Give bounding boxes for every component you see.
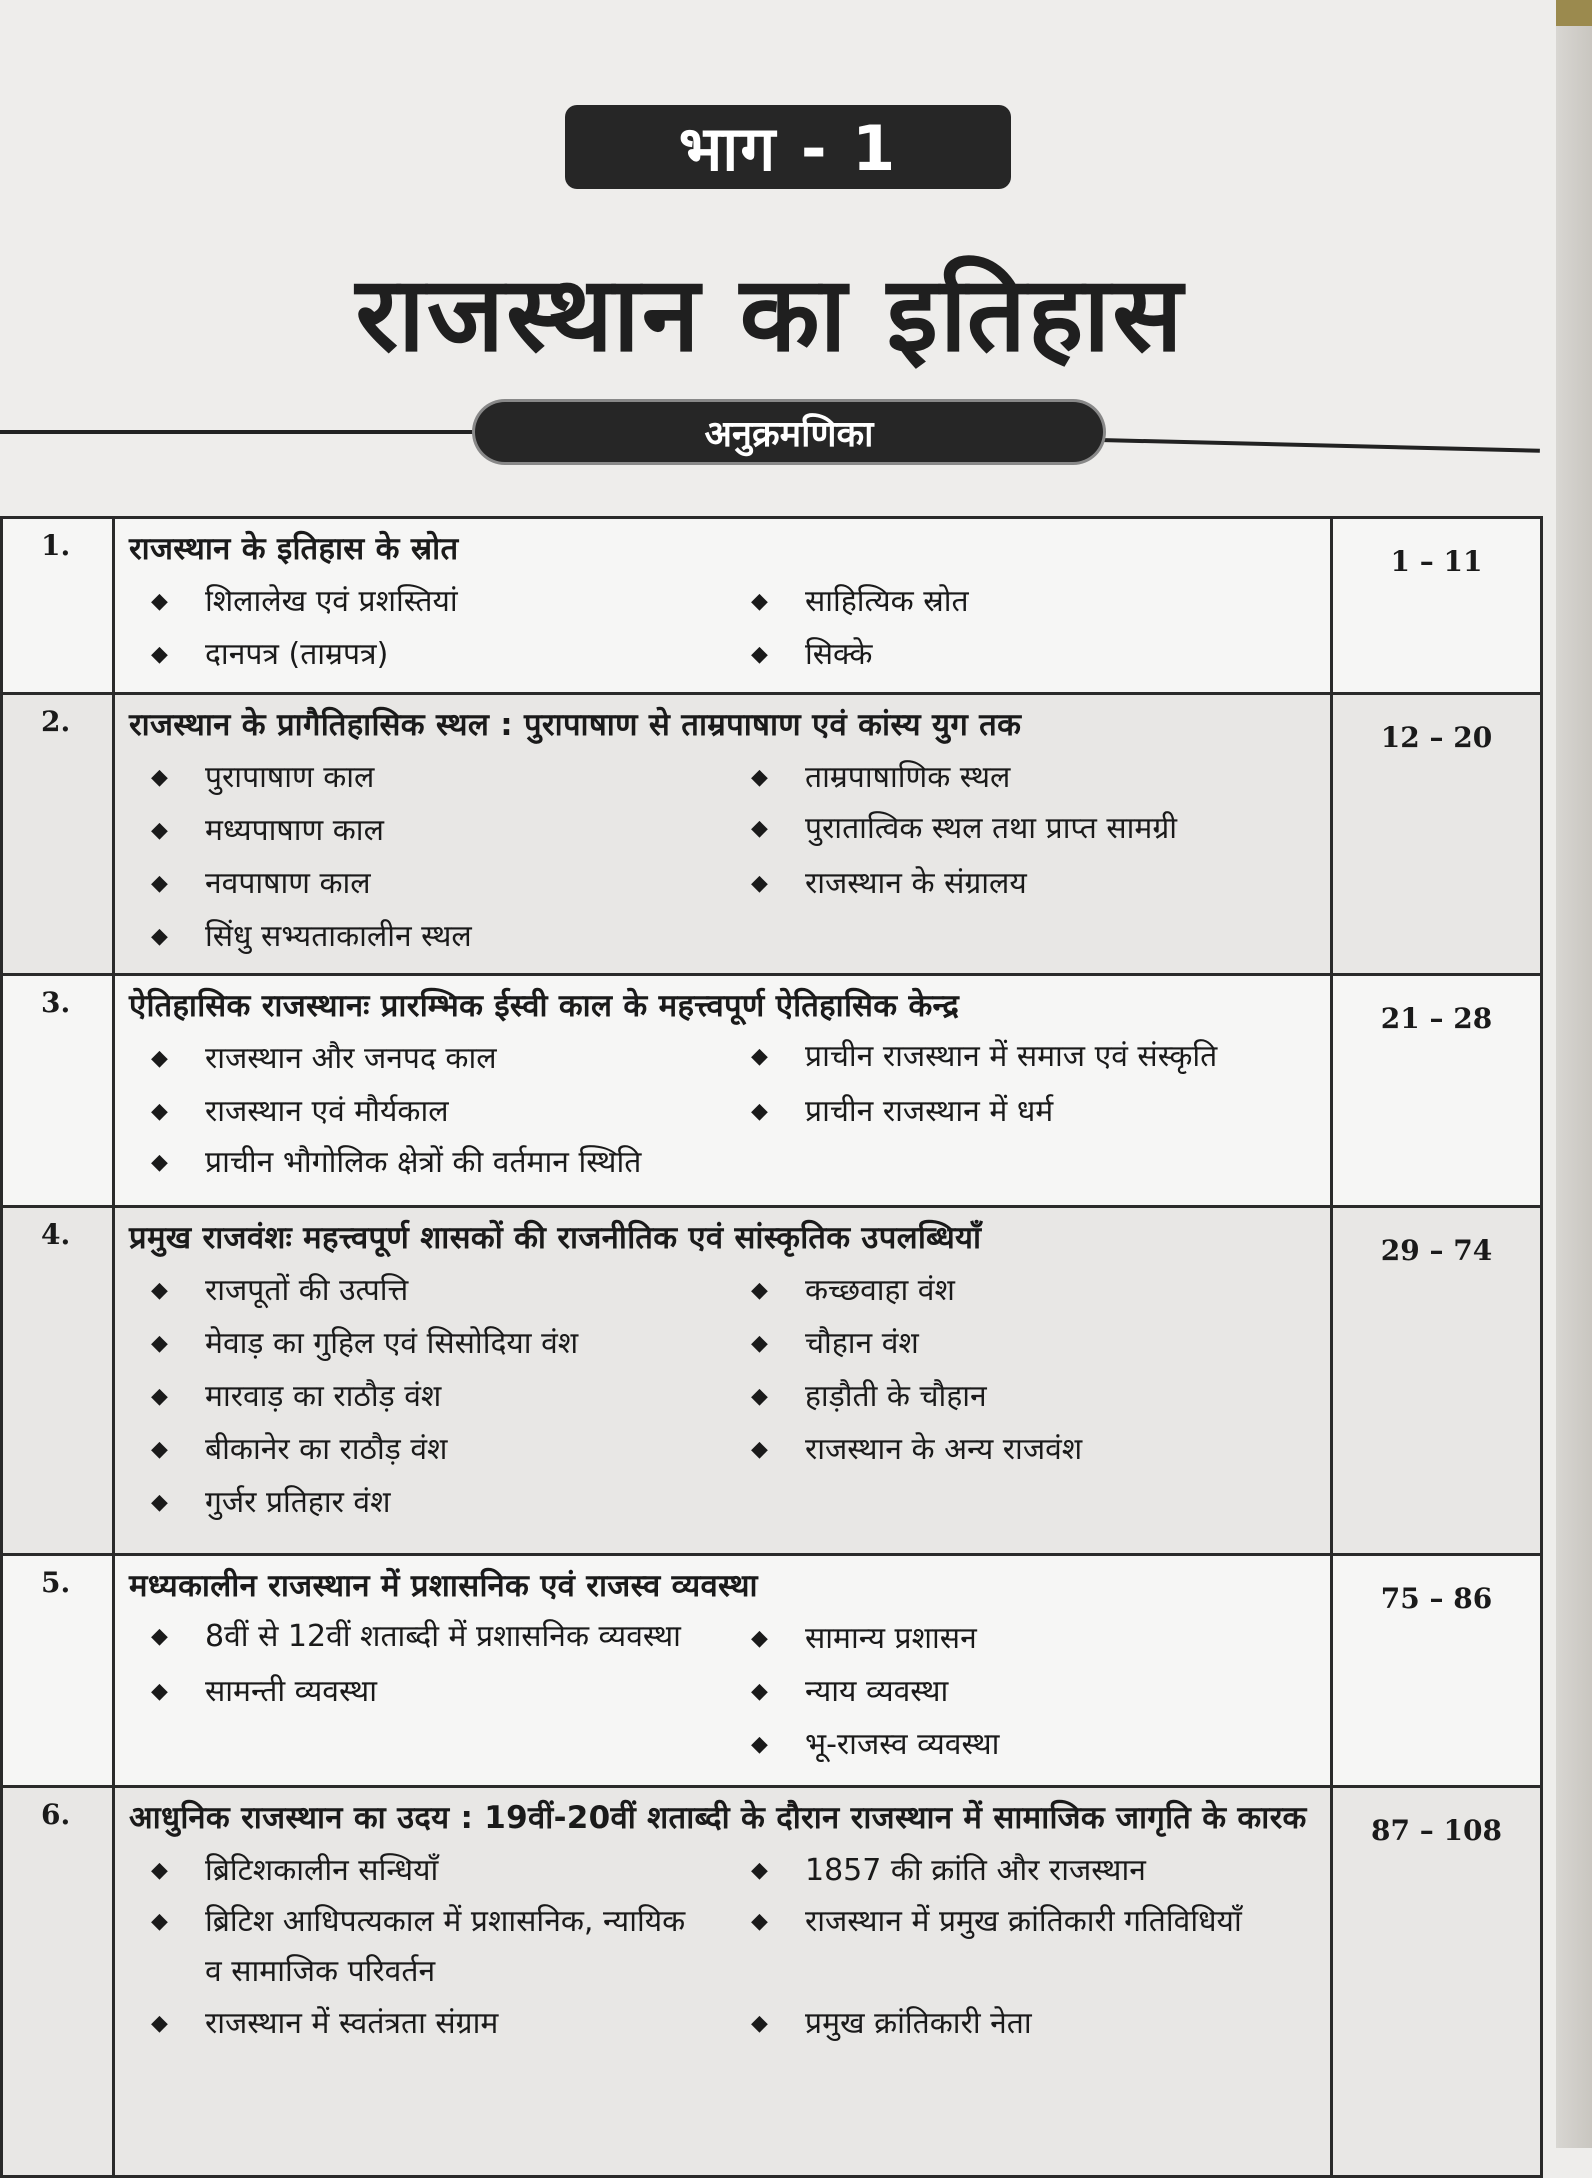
topic-label: दानपत्र (ताम्रपत्र) [205, 637, 389, 672]
topic-label: शिलालेख एवं प्रशस्तियां [205, 584, 458, 619]
topic-item [129, 1370, 729, 1423]
divider-right [1100, 438, 1540, 453]
empty-slot [729, 910, 1329, 963]
chapter-title: राजस्थान के इतिहास के स्रोत [129, 531, 459, 567]
diamond-bullet-icon: ◆ [751, 1099, 768, 1124]
topic-label: कच्छवाहा वंश [805, 1273, 955, 1308]
topic-label: मध्यपाषाण काल [205, 813, 384, 848]
diamond-bullet-icon: ◆ [151, 2011, 168, 2036]
topic-item [729, 1897, 1329, 1997]
topic-label: साहित्यिक स्रोत [805, 584, 969, 619]
diamond-bullet-icon: ◆ [151, 871, 168, 896]
topic-item [729, 1612, 1329, 1665]
chapter-row [2, 1555, 1542, 1787]
part-badge: भाग - 1 [565, 105, 1011, 189]
topic-item [729, 804, 1329, 857]
topic-label: राजपूतों की उत्पत्ति [205, 1273, 409, 1308]
topic-label: ब्रिटिशकालीन सन्धियाँ [205, 1853, 439, 1888]
topic-label: मेवाड़ का गुहिल एवं सिसोदिया वंश [205, 1326, 579, 1361]
diamond-bullet-icon: ◆ [151, 818, 168, 843]
chapter-content [114, 1207, 1332, 1555]
diamond-bullet-icon: ◆ [151, 924, 168, 949]
topic-item [729, 1423, 1329, 1476]
empty-slot [129, 1718, 729, 1771]
chapter-title: राजस्थान के प्रागैतिहासिक स्थल : पुरापाषाण से ताम्रपाषाण एवं कांस्य युग तक [129, 707, 1022, 743]
topic-item [129, 1897, 729, 1997]
diamond-bullet-icon: ◆ [151, 1437, 168, 1462]
topic-label: प्राचीन राजस्थान में धर्म [805, 1094, 1054, 1129]
topic-item [129, 1264, 729, 1317]
diamond-bullet-icon: ◆ [751, 765, 768, 790]
topic-item [729, 1317, 1329, 1370]
page-range: 21 – 28 [1332, 975, 1542, 1207]
topic-item [129, 1476, 729, 1529]
topic-item [129, 1844, 729, 1897]
diamond-bullet-icon: ◆ [751, 1044, 768, 1069]
chapter-content [114, 1555, 1332, 1787]
chapter-row [2, 975, 1542, 1207]
topic-item [129, 751, 729, 804]
topic-label: चौहान वंश [805, 1326, 919, 1361]
chapter-content [114, 1787, 1332, 2177]
diamond-bullet-icon: ◆ [751, 589, 768, 614]
chapter-row [2, 1207, 1542, 1555]
topic-label: राजस्थान में स्वतंत्रता संग्राम [205, 2006, 499, 2041]
diamond-bullet-icon: ◆ [151, 1331, 168, 1356]
corner-mark [1556, 0, 1592, 26]
diamond-bullet-icon: ◆ [751, 1858, 768, 1883]
topic-label: भू-राजस्व व्यवस्था [805, 1727, 1000, 1762]
diamond-bullet-icon: ◆ [751, 1331, 768, 1356]
chapter-row [2, 694, 1542, 975]
page-range: 29 – 74 [1332, 1207, 1542, 1555]
diamond-bullet-icon: ◆ [151, 1278, 168, 1303]
divider-left [0, 430, 480, 434]
topic-label: राजस्थान के संग्रालय [805, 866, 1027, 901]
diamond-bullet-icon: ◆ [751, 1437, 768, 1462]
chapter-row [2, 1787, 1542, 2177]
topic-label: 8वीं से 12वीं शताब्दी में प्रशासनिक व्यवस्था [205, 1619, 681, 1654]
topic-item [129, 910, 729, 963]
diamond-bullet-icon: ◆ [151, 1099, 168, 1124]
topic-label: पुरातात्विक स्थल तथा प्राप्त सामग्री [805, 811, 1178, 846]
diamond-bullet-icon: ◆ [751, 871, 768, 896]
page-range: 12 – 20 [1332, 694, 1542, 975]
topic-label: गुर्जर प्रतिहार वंश [205, 1485, 391, 1520]
topic-item [129, 628, 729, 681]
diamond-bullet-icon: ◆ [751, 1679, 768, 1704]
chapter-title: मध्यकालीन राजस्थान में प्रशासनिक एवं राजस्व व्यवस्था [129, 1568, 758, 1604]
diamond-bullet-icon: ◆ [151, 1046, 168, 1071]
topic-item [129, 1085, 729, 1138]
topic-item [729, 1997, 1329, 2050]
chapter-content [114, 975, 1332, 1207]
page-title: राजस्थान का इतिहास [355, 253, 1185, 375]
topic-label: नवपाषाण काल [205, 866, 371, 901]
topic-label: सामन्ती व्यवस्था [205, 1674, 377, 1709]
topic-list [129, 1844, 1316, 2050]
diamond-bullet-icon: ◆ [751, 816, 768, 841]
topic-label: 1857 की क्रांति और राजस्थान [805, 1853, 1146, 1888]
diamond-bullet-icon: ◆ [751, 1626, 768, 1651]
topic-list [129, 1612, 1316, 1771]
topic-list [129, 751, 1316, 963]
topic-label: सिक्के [805, 637, 873, 672]
diamond-bullet-icon: ◆ [751, 1909, 768, 1934]
topic-label: मारवाड़ का राठौड़ वंश [205, 1379, 442, 1414]
topic-label: राजस्थान और जनपद काल [205, 1041, 497, 1076]
topic-list [129, 1264, 1316, 1529]
topic-item [129, 1138, 729, 1188]
topic-list [129, 575, 1316, 681]
chapter-title: ऐतिहासिक राजस्थानः प्रारम्भिक ईस्वी काल के महत्त्वपूर्ण ऐतिहासिक केन्द्र [129, 988, 960, 1024]
chapter-content [114, 694, 1332, 975]
empty-slot [729, 1476, 1329, 1529]
diamond-bullet-icon: ◆ [751, 1278, 768, 1303]
topic-label: राजस्थान में प्रमुख क्रांतिकारी गतिविधियाँ [805, 1904, 1242, 1939]
topic-label: प्रमुख क्रांतिकारी नेता [805, 2006, 1032, 2041]
topic-item [129, 857, 729, 910]
page-range: 87 – 108 [1332, 1787, 1542, 2177]
topic-item [129, 1997, 729, 2050]
chapter-number: 2. [2, 694, 114, 975]
diamond-bullet-icon: ◆ [151, 765, 168, 790]
diamond-bullet-icon: ◆ [151, 1490, 168, 1515]
diamond-bullet-icon: ◆ [151, 1679, 168, 1704]
index-heading: अनुक्रमणिका [475, 402, 1103, 462]
topic-label: सामान्य प्रशासन [805, 1621, 977, 1656]
page-range: 75 – 86 [1332, 1555, 1542, 1787]
empty-slot [729, 1138, 1329, 1188]
chapter-number: 4. [2, 1207, 114, 1555]
toc-table [0, 516, 1543, 2178]
diamond-bullet-icon: ◆ [151, 1150, 168, 1175]
topic-label: प्राचीन राजस्थान में समाज एवं संस्कृति [805, 1039, 1218, 1074]
topic-item [729, 1032, 1329, 1085]
topic-item [729, 1665, 1329, 1718]
chapter-content [114, 518, 1332, 694]
chapter-number: 5. [2, 1555, 114, 1787]
topic-item [129, 804, 729, 857]
topic-item [729, 628, 1329, 681]
chapter-number: 6. [2, 1787, 114, 2177]
topic-item [129, 1665, 729, 1718]
topic-item [129, 575, 729, 628]
topic-label: हाड़ौती के चौहान [805, 1379, 987, 1414]
topic-item [129, 1032, 729, 1085]
topic-item [729, 1718, 1329, 1771]
chapter-number: 3. [2, 975, 114, 1207]
diamond-bullet-icon: ◆ [751, 1732, 768, 1757]
topic-label: न्याय व्यवस्था [805, 1674, 949, 1709]
diamond-bullet-icon: ◆ [151, 1624, 168, 1649]
topic-item [729, 857, 1329, 910]
chapter-row [2, 518, 1542, 694]
topic-item [129, 1317, 729, 1370]
topic-item [729, 751, 1329, 804]
topic-item [129, 1612, 729, 1665]
chapter-title: प्रमुख राजवंशः महत्त्वपूर्ण शासकों की राजनीतिक एवं सांस्कृतिक उपलब्धियाँ [129, 1220, 982, 1256]
diamond-bullet-icon: ◆ [751, 2011, 768, 2036]
topic-item [729, 1085, 1329, 1138]
topic-label: पुरापाषाण काल [205, 760, 375, 795]
topic-label: ताम्रपाषाणिक स्थल [805, 760, 1011, 795]
diamond-bullet-icon: ◆ [151, 1384, 168, 1409]
page-range: 1 – 11 [1332, 518, 1542, 694]
chapter-number: 1. [2, 518, 114, 694]
topic-label: सिंधु सभ्यताकालीन स्थल [205, 919, 472, 954]
topic-item [729, 575, 1329, 628]
topic-label: ब्रिटिश आधिपत्यकाल में प्रशासनिक, न्यायिक व सामाजिक परिवर्तन [205, 1904, 686, 1989]
topic-item [729, 1264, 1329, 1317]
diamond-bullet-icon: ◆ [151, 1909, 168, 1934]
diamond-bullet-icon: ◆ [751, 1384, 768, 1409]
diamond-bullet-icon: ◆ [151, 589, 168, 614]
topic-label: प्राचीन भौगोलिक क्षेत्रों की वर्तमान स्थिति [205, 1145, 642, 1180]
page-edge [1556, 0, 1592, 2148]
diamond-bullet-icon: ◆ [751, 642, 768, 667]
topic-item [129, 1423, 729, 1476]
chapter-title: आधुनिक राजस्थान का उदय : 19वीं-20वीं शताब्दी के दौरान राजस्थान में सामाजिक जागृति के कारक [129, 1800, 1307, 1836]
topic-label: बीकानेर का राठौड़ वंश [205, 1432, 448, 1467]
diamond-bullet-icon: ◆ [151, 1858, 168, 1883]
topic-item [729, 1370, 1329, 1423]
diamond-bullet-icon: ◆ [151, 642, 168, 667]
topic-item [729, 1844, 1329, 1897]
topic-list [129, 1032, 1316, 1188]
topic-label: राजस्थान के अन्य राजवंश [805, 1432, 1083, 1467]
topic-label: राजस्थान एवं मौर्यकाल [205, 1094, 449, 1129]
